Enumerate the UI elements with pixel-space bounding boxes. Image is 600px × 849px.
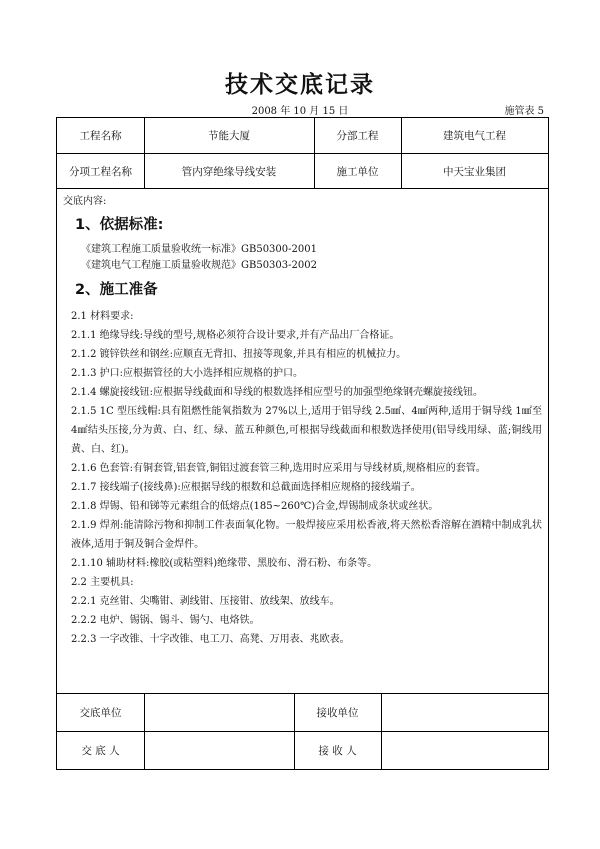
paragraph: 2.1.4 螺旋接线钮:应根据导线截面和导线的根数选择相应型号的加强型绝缘钢壳螺旋接线钮。 <box>71 387 483 398</box>
section-heading-standards: 1、依据标准: <box>75 217 164 233</box>
division-label: 分部工程 <box>336 130 379 142</box>
header-row-subitem <box>57 154 548 189</box>
header-row-project <box>57 118 548 154</box>
content-label: 交底内容: <box>63 196 107 207</box>
paragraph: 2.2 主要机具: <box>71 577 134 588</box>
record-table <box>56 117 549 770</box>
paragraph: 2.1.8 焊锡、铅和锑等元素组合的低熔点(185~260℃)合金,焊锡制成条状或丝状。 <box>71 501 439 512</box>
subitem-name-value: 管内穿绝缘导线安装 <box>181 165 277 178</box>
standard-item: 《建筑电气工程施工质量验收规范》GB50303-2002 <box>81 260 317 271</box>
paragraph: 2.2.2 电炉、锡锅、锡斗、锡勺、电烙铁。 <box>71 615 260 626</box>
document-date: 2008 年 10 月 15 日 <box>251 106 349 117</box>
paragraph: 2.1.5 1C 型压线帽:具有阻燃性能氧指数为 27%以上,适用于铝导线 2.5㎟、4㎟两种,适用于铜导线 1㎟至 4㎟结头压接,分为黄、白、红、绿、蓝五种颜色,可根据导线截面和根数选择使用(铝导线用绿、蓝;铜线用黄、白、红)。 <box>71 406 542 455</box>
paragraph: 2.1.10 辅助材料:橡胶(或粘塑料)绝缘带、黑胶布、滑石粉、布条等。 <box>71 558 378 569</box>
footer-row-persons <box>57 732 548 769</box>
contractor-label: 施工单位 <box>336 165 379 178</box>
paragraph: 2.1.7 接线端子(接线鼻):应根据导线的根数和总截面选择相应规格的接线端子。 <box>71 482 421 493</box>
paragraph: 2.1.3 护口:应根据管径的大小选择相应规格的护口。 <box>71 368 303 379</box>
footer-row-units <box>57 694 548 732</box>
paragraph: 2.1 材料要求: <box>71 311 134 322</box>
briefing-person-label: 交 底 人 <box>81 745 120 757</box>
receiving-unit-value[interactable] <box>381 694 548 731</box>
subitem-name-label: 分项工程名称 <box>69 165 132 178</box>
receiving-unit-label: 接收单位 <box>316 707 359 719</box>
project-name-label: 工程名称 <box>79 130 122 142</box>
section-heading-preparation: 2、施工准备 <box>75 282 158 298</box>
paragraph: 2.1.2 镀锌铁丝和钢丝:应顺直无背扣、扭接等现象,并具有相应的机械拉力。 <box>71 349 407 360</box>
briefing-unit-value[interactable] <box>144 694 294 731</box>
receiving-person-value[interactable] <box>381 732 548 769</box>
paragraph: 2.2.1 克丝钳、尖嘴钳、剥线钳、压接钳、放线架、放线车。 <box>71 596 340 607</box>
document-title: 技术交底记录 <box>225 72 375 98</box>
briefing-content <box>57 189 548 694</box>
paragraph: 2.1.6 色套管:有铜套管,铝套管,铜铝过渡套管三种,选用时应采用与导线材质,规格相应的套管。 <box>71 463 486 474</box>
paragraph: 2.1.1 绝缘导线:导线的型号,规格必须符合设计要求,并有产品出厂合格证。 <box>71 330 400 341</box>
briefing-person-value[interactable] <box>144 732 294 769</box>
standard-item: 《建筑工程施工质量验收统一标准》GB50300-2001 <box>81 244 317 255</box>
division-value: 建筑电气工程 <box>443 130 506 142</box>
paragraph: 2.1.9 焊剂:能清除污物和抑制工件表面氧化物。一般焊接应采用松香液,将天然松香溶解在酒精中制成乳状液体,适用于铜及铜合金焊件。 <box>71 520 542 550</box>
receiving-person-label: 接 收 人 <box>318 745 357 757</box>
form-number: 施管表 5 <box>504 106 544 117</box>
contractor-value: 中天宝业集团 <box>443 165 506 178</box>
project-name-value: 节能大厦 <box>208 130 250 142</box>
briefing-unit-label: 交底单位 <box>79 707 122 719</box>
paragraph: 2.2.3 一字改锥、十字改锥、电工刀、高凳、万用表、兆欧表。 <box>71 634 350 645</box>
